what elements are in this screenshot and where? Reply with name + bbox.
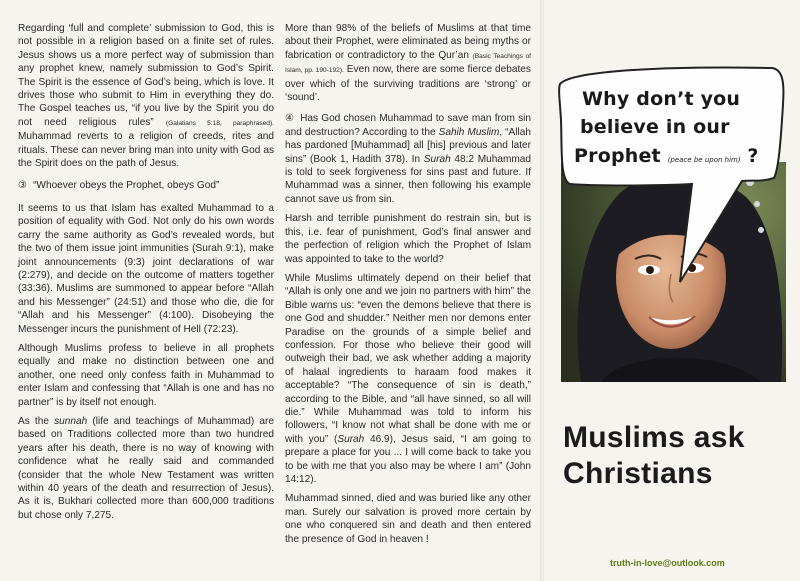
section-heading-3: ③ “Whoever obeys the Prophet, obeys God” <box>18 180 220 192</box>
leaflet-title <box>563 420 793 492</box>
bubble-line-3: Prophet (peace be upon him) ? <box>574 145 759 167</box>
paragraph-beliefs: More than 98% of the beliefs of Muslims at that time about their Prophet, were eliminated as being myths or fabrication or contradictory to the Qur’an (Basic Teachings of Islam, pp. 190-192). Even now, there are some fierce debates over which of the surviving traditions are ‘strong’ or ‘sound’. <box>285 23 531 104</box>
text-column-2 <box>285 22 531 552</box>
pbuh-note: (peace be upon him) <box>667 156 741 164</box>
contact-email[interactable]: truth-in-love@outlook.com <box>610 558 725 568</box>
paragraph-equality: It seems to us that Islam has exalted Muhammad to a position of equality with God. Not only do his own words carry the same authority as God’s revealed words, but the two of them issue joint immunities (Surah 9:1), make joint announcements (9:3) joint declarations of war (2:279), and decide on the outcome of matters together (33:36). Muslims are summoned to appear before “Allah and his Messenger” (24:51) and those who die, die for “Allah and his Messenger” (4:100). Disobeying the Messenger incurs the punishment of Hell (72:23). <box>18 202 274 335</box>
paragraph-punishment: Harsh and terrible punishment do restrain sin, but is this, i.e. fear of punishment, God’s final answer and the perfection of religion which the Prophet of Islam was appointed to take to the world? <box>285 213 531 265</box>
bubble-line-1: Why don’t you <box>582 88 741 110</box>
paragraph-sunnah: As the sunnah (life and teachings of Muhammad) are based on Traditions collected more than two hundred years after his death, there is no way of knowing with confidence what he really said and commanded (consider that the whole New Testament was written within 40 years of the death and resurrection of Jesus). As it is, Bukhari collected more than 600,000 traditions but chose only 7,275. <box>18 415 274 521</box>
title-line-1: Muslims ask <box>563 421 745 454</box>
circled-number-4: ④ <box>285 113 295 125</box>
speech-bubble <box>560 66 782 178</box>
paragraph-salvation: Muhammad sinned, died and was buried like any other man. Surely our salvation is proved more certain by one who conquered sin and death and then entered the presence of God in heaven ! <box>285 493 531 545</box>
reference-basic-teachings: (Basic Teachings of Islam, pp. 190-192). <box>285 52 531 75</box>
paragraph-prophets: Although Muslims profess to believe in all prophets equally and make no distinction between one and another, one need only confess faith in Muhammad to enter Islam and confessing that “Allah is one and has no partner” is by itself not enough. <box>18 342 274 408</box>
page-fold <box>540 0 544 581</box>
bubble-line-2: believe in our <box>580 116 730 138</box>
circled-number-3: ③ <box>18 180 28 192</box>
paragraph-submission: Regarding ‘full and complete’ submission to God, this is not possible in a religion based on a finite set of rules. Jesus shows us a more perfect way of submission than any prophet knew, namely submission to God’s Spirit. The Spirit is the essence of God’s being, which is love. It drives those who submit to Him in everything they do. The Gospel teaches us, “if you live by the Spirit you do not need religious rules” (Galatians 5:18, paraphrased). Muhammad reverts to a religion of creeds, rites and rituals. These can never bring man into unity with God as the Spirit does on the path of Jesus. <box>18 23 274 170</box>
paragraph-chosen: ④ Has God chosen Muhammad to save man from sin and destruction? According to the Sahih Muslim, “Allah has pardoned [Muhammad] all [his] previous and later sins” (Book 1, Hadith 378). In Surah 48:2 Muhammad is told to seek forgiveness for sins past and future. If Muhammad was a sinner, then following his example cannot save us from sin. <box>285 113 532 205</box>
reference-galatians: (Galatians 5:18, paraphrased). <box>165 119 274 127</box>
paragraph-belief: While Muslims ultimately depend on their belief that “Allah is only one and we join no partners with him” the Bible warns us: “even the demons believe that there is one God and shudder.” Neither men nor demons enter Paradise on the grounds of a simple belief and confession. For those who believe their good will outweigh their bad, we ask whether adding a majority of halaal ingredients to haraam food makes it acceptable? “The consequence of sin is death,” according to the Bible, and “all have sinned, so all will die.” While Muhammad was told to inform his followers, “I know not what shall be done with me or with you” (Surah 46.9), Jesus said, “I am going to prepare a place for you ... I will come back to take you to be with me that you also may be where I am” (John 14:12). <box>285 272 531 485</box>
text-column-1 <box>18 22 274 528</box>
title-line-2: Christians <box>563 457 713 490</box>
